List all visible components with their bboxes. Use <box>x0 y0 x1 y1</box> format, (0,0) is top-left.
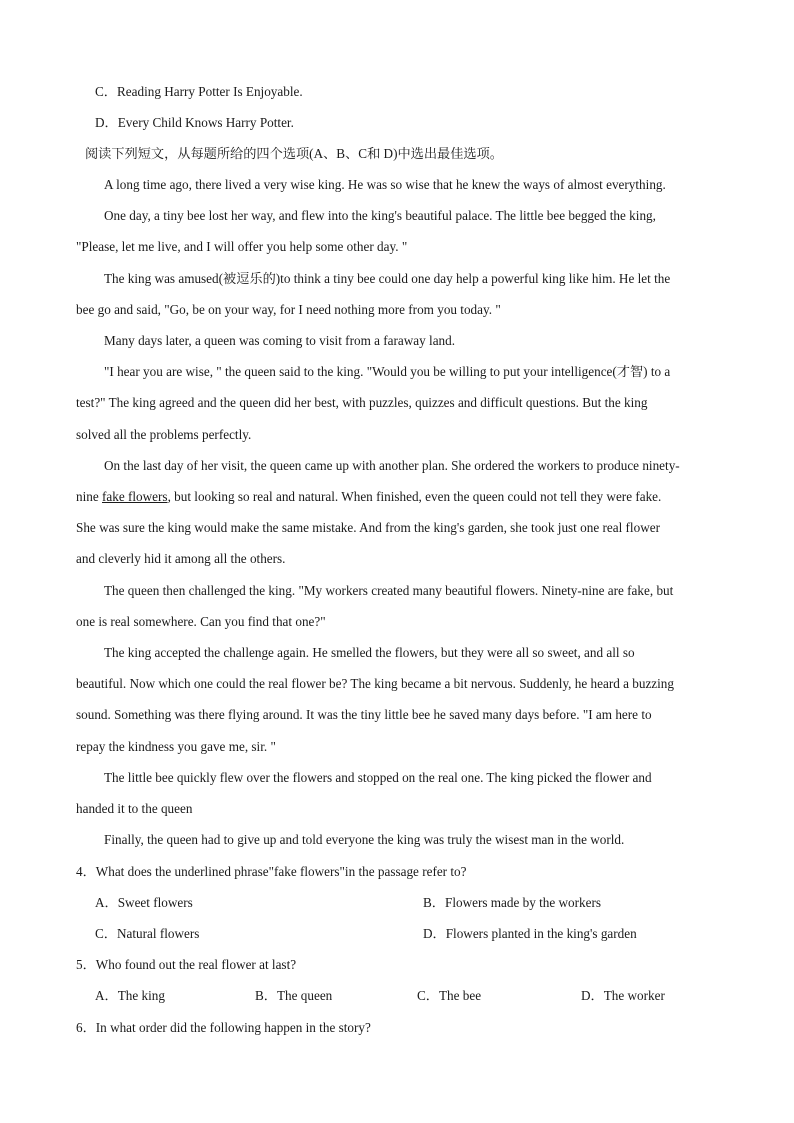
answer-option-d[interactable]: D．The worker <box>581 988 665 1003</box>
answer-option-a[interactable]: A．Sweet flowers <box>95 895 193 910</box>
passage-line: The queen then challenged the king. "My workers created many beautiful flowers. Ninety-nine are fake, but <box>104 583 674 598</box>
passage-line: test?" The king agreed and the queen did her best, with puzzles, quizzes and difficult questions. But the king <box>76 395 648 410</box>
answer-option-b[interactable]: B．The queen <box>255 988 333 1003</box>
passage-line: bee go and said, "Go, be on your way, for I need nothing more from you today. " <box>76 302 501 317</box>
passage-line: one is real somewhere. Can you find that one?" <box>76 614 326 629</box>
answer-option-d[interactable]: D．Flowers planted in the king's garden <box>423 926 637 941</box>
passage-line: The king was amused(被逗乐的)to think a tiny bee could one day help a powerful king like him. He let the <box>104 271 671 286</box>
passage-line: sound. Something was there flying around. It was the tiny little bee he saved many days before. "I am here to <box>76 707 652 722</box>
answer-option-b[interactable]: B．Flowers made by the workers <box>423 895 601 910</box>
option-d: D．Every Child Knows Harry Potter. <box>95 115 294 130</box>
passage-text: , but looking so real and natural. When finished, even the queen could not tell they were fake. <box>167 489 662 504</box>
passage-line: She was sure the king would make the same mistake. And from the king's garden, she took just one real flower <box>76 520 660 535</box>
passage-line: One day, a tiny bee lost her way, and flew into the king's beautiful palace. The little bee begged the king, <box>104 208 656 223</box>
question-stem: 4．What does the underlined phrase"fake flowers"in the passage refer to? <box>76 864 467 879</box>
underlined-phrase: fake flowers <box>102 489 168 504</box>
passage-line: The little bee quickly flew over the flowers and stopped on the real one. The king picked the flower and <box>104 770 652 785</box>
reading-instruction: 阅读下列短文，从每题所给的四个选项(A、B、C和 D)中选出最佳选项。 <box>85 146 503 161</box>
option-c: C．Reading Harry Potter Is Enjoyable. <box>95 84 303 99</box>
passage-line: "Please, let me live, and I will offer you help some other day. " <box>76 239 408 254</box>
passage-line: and cleverly hid it among all the others. <box>76 551 286 566</box>
question-stem: 5．Who found out the real flower at last? <box>76 957 297 972</box>
question-stem: 6．In what order did the following happen in the story? <box>76 1020 371 1035</box>
passage-line: "I hear you are wise, " the queen said to the king. "Would you be willing to put your intelligence(才智) to a <box>104 364 671 379</box>
passage-text: nine <box>76 489 103 504</box>
passage-line: A long time ago, there lived a very wise king. He was so wise that he knew the ways of almost everything. <box>104 177 666 192</box>
passage-line: On the last day of her visit, the queen came up with another plan. She ordered the workers to produce ninety- <box>104 458 680 473</box>
passage-line: handed it to the queen <box>76 801 193 816</box>
passage-line: The king accepted the challenge again. He smelled the flowers, but they were all so sweet, and all so <box>104 645 635 660</box>
passage-line: solved all the problems perfectly. <box>76 427 252 442</box>
passage-line: Many days later, a queen was coming to visit from a faraway land. <box>104 333 456 348</box>
answer-option-c[interactable]: C．Natural flowers <box>95 926 200 941</box>
answer-option-c[interactable]: C．The bee <box>417 988 482 1003</box>
passage-line: repay the kindness you gave me, sir. " <box>76 739 276 754</box>
passage-line: Finally, the queen had to give up and told everyone the king was truly the wisest man in the world. <box>104 832 625 847</box>
answer-option-a[interactable]: A．The king <box>95 988 165 1003</box>
passage-line: beautiful. Now which one could the real flower be? The king became a bit nervous. Suddenly, he heard a buzzing <box>76 676 674 691</box>
passage-line <box>76 489 661 505</box>
